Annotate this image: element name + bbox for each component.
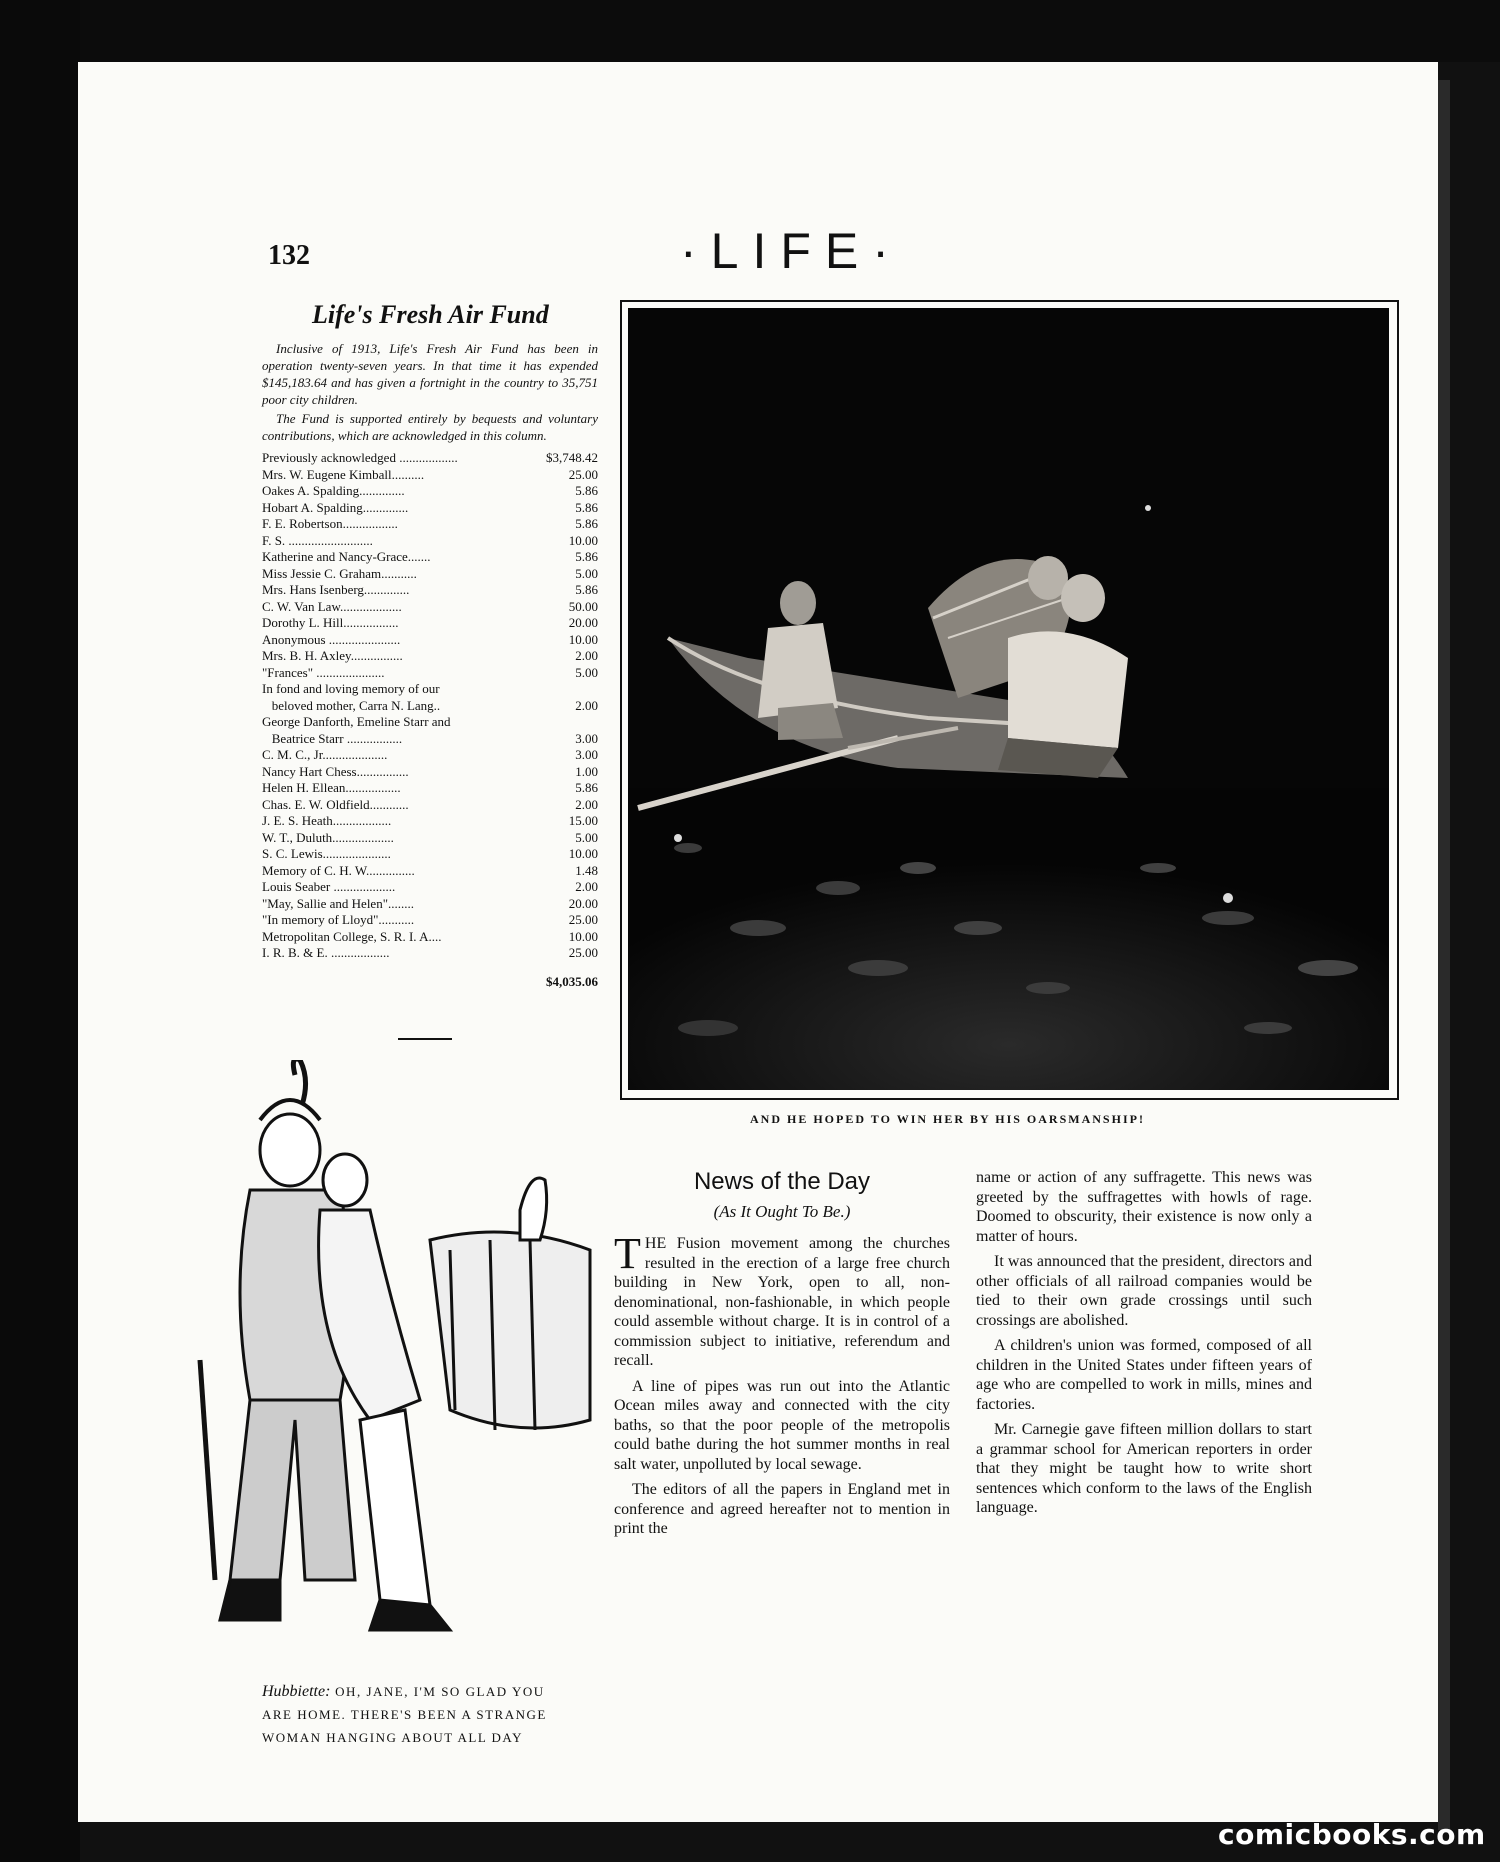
fund-entry <box>262 450 598 467</box>
news-paragraph-2: A line of pipes was run out into the Atlantic Ocean miles away and connected with the city baths, so that the poor people of the metropolis could bathe during the hot summer months in real salt water, unpolluted by local sewage. <box>614 1377 950 1473</box>
fund-entry-amount: 5.86 <box>575 516 598 531</box>
fund-entry <box>262 863 598 880</box>
news-paragraph-6: A children's union was formed, composed of all children in the United States under fifteen years of age who are compelled to work in mills, mines and factories. <box>976 1337 1312 1413</box>
fund-entry <box>262 945 598 962</box>
fund-donation-list <box>262 450 598 962</box>
fund-total: $4,035.06 <box>546 973 598 989</box>
fund-entry <box>262 830 598 847</box>
fund-entry-amount: 10.00 <box>568 846 598 861</box>
fund-entry-name: Metropolitan College, S. R. I. A.... <box>262 928 442 944</box>
news-subtitle: (As It Ought To Be.) <box>713 1202 851 1221</box>
news-title: News of the Day <box>693 1168 871 1195</box>
fund-entry-name: F. E. Robertson................. <box>262 516 398 531</box>
fund-entry-amount: 2.00 <box>575 697 598 713</box>
fund-entry <box>262 483 598 500</box>
fund-entry-amount: 15.00 <box>568 813 598 828</box>
fund-entry-name: S. C. Lewis..................... <box>262 846 391 861</box>
fund-entry <box>262 846 598 863</box>
cartoon-line-2: ARE HOME. THERE'S BEEN A STRANGE <box>262 1707 547 1722</box>
fund-entry-name: Louis Seaber ................... <box>262 879 396 894</box>
fund-entry-amount <box>546 681 598 698</box>
fund-entry-amount: 5.86 <box>575 499 598 515</box>
fund-entry-name: Nancy Hart Chess................ <box>262 763 409 779</box>
fund-entry-name: C. W. Van Law................... <box>262 598 402 614</box>
fund-entry <box>262 780 598 797</box>
news-paragraph-7: Mr. Carnegie gave fifteen million dollars to start a grammar school for American reporters in order that they might be taught how to write short sentences which conform to the laws of the English language. <box>976 1421 1312 1516</box>
fund-entry <box>262 912 598 929</box>
fund-entry-amount: 25.00 <box>568 466 598 482</box>
fund-intro-2: The Fund is supported entirely by bequests and voluntary contributions, which are acknowledged in this column. <box>262 411 598 443</box>
fund-entry <box>262 549 598 566</box>
fund-entry-amount: 3.00 <box>575 730 598 746</box>
news-of-the-day-column <box>614 1168 950 1545</box>
fund-entry <box>262 500 598 517</box>
cartoon-speaker: Hubbiette: <box>262 1683 331 1700</box>
fund-entry-name: In fond and loving memory of our <box>262 681 440 696</box>
fund-entry-amount: 20.00 <box>568 615 598 630</box>
fund-entry-name: Mrs. Hans Isenberg.............. <box>262 582 410 597</box>
fund-entry-name: Dorothy L. Hill................. <box>262 615 399 630</box>
fund-entry-name: Mrs. B. H. Axley................ <box>262 648 403 663</box>
fund-entry-name: W. T., Duluth................... <box>262 829 394 845</box>
news-paragraph-1 <box>614 1229 950 1371</box>
fund-entry-amount: 10.00 <box>568 631 598 647</box>
photo-caption: AND HE HOPED TO WIN HER BY HIS OARSMANSHIP! <box>750 1112 1145 1126</box>
watermark: comicbooks.com <box>1218 1818 1486 1851</box>
fund-entry-name: J. E. S. Heath.................. <box>262 813 392 828</box>
fund-entry-name: George Danforth, Emeline Starr and <box>262 714 451 729</box>
fund-entry-amount: 5.86 <box>575 780 598 795</box>
fund-entry <box>262 879 598 896</box>
hubbiette-cartoon <box>190 1060 600 1650</box>
fund-entry <box>262 929 598 946</box>
fund-entry-amount: 20.00 <box>568 895 598 911</box>
news-paragraph-1-text: HE Fusion movement among the churches resulted in the erection of a large free church building in New York, open to all, non-denominational, non-fashionable, in which people could assemble without charge. It is in control of a commission subject to initiative, referendum and recall. <box>614 1235 950 1369</box>
cartoon-line-1: OH, JANE, I'M SO GLAD YOU <box>330 1684 545 1699</box>
fund-entry <box>262 582 598 599</box>
fund-entry-name: Oakes A. Spalding.............. <box>262 483 405 498</box>
cartoon-caption <box>262 1680 598 1749</box>
fund-entry-amount: 2.00 <box>575 796 598 812</box>
fund-entry-amount: 3.00 <box>575 747 598 762</box>
fund-entry-amount: 10.00 <box>568 928 598 944</box>
fund-entry-name: Memory of C. H. W............... <box>262 862 415 878</box>
fund-entry-name: "Frances" ..................... <box>262 664 385 680</box>
fund-entry <box>262 632 598 649</box>
masthead: ·LIFE· <box>680 223 903 279</box>
fund-entry <box>262 813 598 830</box>
fund-entry <box>262 533 598 550</box>
fund-entry-name: Katherine and Nancy-Grace....... <box>262 549 431 564</box>
fund-entry-amount: 50.00 <box>568 598 598 614</box>
night-boat-illustration <box>628 308 1389 1090</box>
fund-entry-name: Hobart A. Spalding.............. <box>262 499 409 515</box>
fund-entry-amount: 10.00 <box>568 532 598 548</box>
fresh-air-fund-column <box>262 300 598 990</box>
fund-entry <box>262 731 598 748</box>
fund-entry-amount: 5.00 <box>575 664 598 680</box>
fund-entry-amount <box>546 714 598 731</box>
page-spine-shadow <box>1438 80 1450 1830</box>
fund-entry <box>262 797 598 814</box>
fund-entry-name: F. S. .......................... <box>262 532 373 548</box>
fund-entry-amount: 5.00 <box>575 829 598 845</box>
fund-entry <box>262 467 598 484</box>
fund-entry-amount: 25.00 <box>568 912 598 927</box>
news-paragraph-3: The editors of all the papers in England met in conference and agreed hereafter not to mention in print the <box>614 1481 950 1537</box>
fund-title: Life's Fresh Air Fund <box>312 300 549 329</box>
fund-entry-amount: 5.86 <box>575 582 598 597</box>
fund-entry-name: Mrs. W. Eugene Kimball.......... <box>262 466 425 482</box>
fund-entry-amount: 5.86 <box>575 549 598 564</box>
fund-entry-name: "May, Sallie and Helen"........ <box>262 895 415 911</box>
news-paragraph-4: name or action of any suffragette. This news was greeted by the suffragettes with howls of rage. Doomed to obscurity, their existence is now only a matter of hours. <box>976 1169 1312 1245</box>
fund-entry-amount: 2.00 <box>575 879 598 894</box>
rowboat-photograph <box>620 300 1399 1100</box>
fund-entry <box>262 681 598 698</box>
fund-entry-amount: $3,748.42 <box>546 450 598 465</box>
fund-entry <box>262 896 598 913</box>
fund-entry <box>262 648 598 665</box>
fund-entry-name: I. R. B. & E. .................. <box>262 945 390 960</box>
fund-entry <box>262 764 598 781</box>
section-divider <box>398 1038 452 1040</box>
fund-entry-amount: 1.00 <box>575 763 598 779</box>
fund-entry-amount: 5.86 <box>575 483 598 498</box>
fund-entry-name: "In memory of Lloyd"........... <box>262 912 415 927</box>
drop-cap: T <box>614 1229 641 1278</box>
fund-entry-amount: 25.00 <box>568 945 598 960</box>
fund-entry <box>262 665 598 682</box>
scan-top-band <box>0 0 1500 62</box>
fund-entry-amount: 2.00 <box>575 648 598 663</box>
fund-entry <box>262 615 598 632</box>
fund-entry-name: Beatrice Starr ................. <box>262 730 403 746</box>
fund-entry-amount: 5.00 <box>575 565 598 581</box>
news-paragraph-5: It was announced that the president, directors and other officials of all railroad companies would be tied to their own grade crossings until such crossings are abolished. <box>976 1253 1312 1329</box>
fund-entry-name: Anonymous ...................... <box>262 631 401 647</box>
fund-entry-name: Previously acknowledged .................. <box>262 450 458 465</box>
news-continued-column <box>976 1168 1312 1524</box>
fund-intro: Inclusive of 1913, Life's Fresh Air Fund has been in operation twenty-seven years. In that time it has expended $145,183.64 and has given a fortnight in the country to 35,751 poor city children. <box>262 341 598 407</box>
fund-entry <box>262 747 598 764</box>
scan-left-edge <box>0 0 80 1862</box>
fund-entry-name: beloved mother, Carra N. Lang.. <box>262 697 441 713</box>
fund-entry-name: C. M. C., Jr.................... <box>262 747 388 762</box>
fund-entry-name: Helen H. Ellean................. <box>262 780 401 795</box>
fund-entry <box>262 566 598 583</box>
fund-entry-amount: 1.48 <box>575 862 598 878</box>
page-number: 132 <box>268 240 310 271</box>
cartoon-line-3: WOMAN HANGING ABOUT ALL DAY <box>262 1730 524 1745</box>
fund-entry <box>262 698 598 715</box>
fund-entry-name: Chas. E. W. Oldfield............ <box>262 796 409 812</box>
fund-entry <box>262 714 598 731</box>
fund-entry <box>262 599 598 616</box>
fund-entry-name: Miss Jessie C. Graham........... <box>262 565 417 581</box>
fund-entry <box>262 516 598 533</box>
